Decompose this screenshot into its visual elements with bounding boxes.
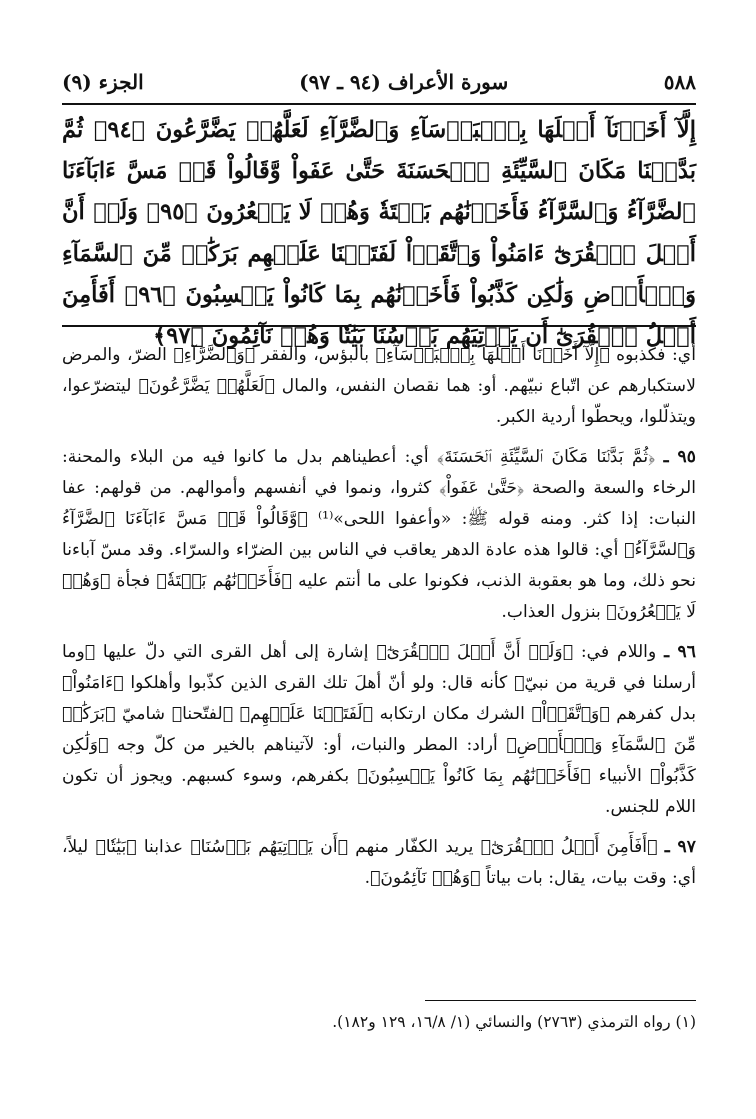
commentary-text: واللام في: ﴿وَلَوۡ أَنَّ أَهۡلَ ٱلۡقُرَىٰٓ﴾ إشارة إلى أهل القرى التي دلّ عليها ﴿وما أرسلنا في قرية من نبيّ﴾ كأنه قال: ولو أنّ أهلَ تلك القرى الذين كذّبوا وأهلكوا ﴿ءَامَنُواْ﴾ بدل كفرهم ﴿وَٱتَّقَوۡاْ﴾ الشرك مكان ارتكابه ﴿لَفَتَحۡنَا عَلَيۡهِم﴾ ﴿لفتّحنا﴾ شاميّ ﴿بَرَكَٰتٖ مِّنَ ٱلسَّمَآءِ وَٱلۡأَرۡضِ﴾ أراد: المطر والنبات، أو: لآتيناهم بالخير من كلّ وجه ﴿وَلَٰكِن كَذَّبُواْ﴾ الأنبياء ﴿فَأَخَذۡنَٰهُم بِمَا كَانُواْ يَكۡسِبُونَ﴾ بكفرهم، وسوء كسبهم. ويجوز أن تكون اللام للجنس. bbox=[62, 642, 696, 817]
footnote: (١) رواه الترمذي (٢٧٦٣) والنسائي (١/ ١٦/٨، ١٢٩ و١٨٢). bbox=[332, 1013, 696, 1031]
verse-number: ٩٥ ـ bbox=[663, 447, 696, 467]
commentary-paragraph-97 bbox=[62, 832, 696, 894]
verse-number: ٩٧ ـ bbox=[664, 837, 696, 857]
juz-label: الجزء (٩) bbox=[62, 70, 144, 94]
page-header bbox=[62, 62, 696, 102]
commentary-paragraph-95 bbox=[62, 442, 696, 628]
commentary-paragraph-96 bbox=[62, 637, 696, 823]
commentary-text: أي: فكذبوه ﴿إِلَّآ أَخَذۡنَآ أَهۡلَهَا بِٱلۡبَأۡسَآءِ﴾ بالبؤس، والفقر ﴿وَٱلضَّرَّآءِ﴾ الضرّ، والمرض لاستكبارهم عن اتّباع نبيّهم. أو: هما نقصان النفس، والمال ﴿لَعَلَّهُمۡ يَضَّرَّعُونَ﴾ ليتضرّعوا، ويتذلّلوا، ويحطّوا أردية الكبر. bbox=[62, 345, 696, 427]
quran-verses: إِلَّآ أَخَذۡنَآ أَهۡلَهَا بِٱلۡبَأۡسَآءِ وَٱلضَّرَّآءِ لَعَلَّهُمۡ يَضَّرَّعُونَ ﴿٩٤﴾ ثُمَّ بَدَّلۡنَا مَكَانَ ٱلسَّيِّئَةِ ٱلۡحَسَنَةَ حَتَّىٰ عَفَواْ وَّقَالُواْ قَدۡ مَسَّ ءَابَآءَنَا ٱلضَّرَّآءُ وَٱلسَّرَّآءُ فَأَخَذۡنَٰهُم بَغۡتَةٗ وَهُمۡ لَا يَشۡعُرُونَ ﴿٩٥﴾ وَلَوۡ أَنَّ أَهۡلَ ٱلۡقُرَىٰٓ ءَامَنُواْ وَٱتَّقَوۡاْ لَفَتَحۡنَا عَلَيۡهِم بَرَكَٰتٖ مِّنَ ٱلسَّمَآءِ وَٱلۡأَرۡضِ وَلَٰكِن كَذَّبُواْ فَأَخَذۡنَٰهُم بِمَا كَانُواْ يَكۡسِبُونَ ﴿٩٦﴾ أَفَأَمِنَ أَهۡلُ ٱلۡقُرَىٰٓ أَن يَأۡتِيَهُم بَأۡسُنَا بَيَٰتٗا وَهُمۡ نَآئِمُونَ ﴿٩٧﴾ bbox=[62, 117, 697, 350]
quran-divider bbox=[62, 325, 696, 327]
surah-title: سورة الأعراف (٩٤ ـ ٩٧) bbox=[299, 70, 509, 94]
verse-number: ٩٦ ـ bbox=[664, 642, 696, 662]
footnote-divider bbox=[425, 1000, 696, 1001]
page-number: ٥٨٨ bbox=[663, 70, 696, 94]
commentary-text: ﴿ثُمَّ بَدَّلۡنَا مَكَانَ ٱلسَّيِّئَةِ ٱلۡحَسَنَةَ﴾ أي: أعطيناهم بدل ما كانوا فيه من البلاء والمحنة: الرخاء والسعة والصحة ﴿حَتَّىٰ عَفَواْ﴾ كثروا، ونموا في أنفسهم وأموالهم. من قولهم: عفا النبات: إذا كثر. ومنه قوله ﷺ: «وأعفوا اللحى»⁽¹⁾ ﴿وَّقَالُواْ قَدۡ مَسَّ ءَابَآءَنَا ٱلضَّرَّآءُ وَٱلسَّرَّآءُ﴾ أي: قالوا هذه عادة الدهر يعاقب في الناس بين الضرّاء والسرّاء. وقد مسّ آباءنا نحو ذلك، وما هو بعقوبة الذنب، فكونوا على ما أنتم عليه ﴿فَأَخَذۡنَٰهُم بَغۡتَةٗ﴾ فجأة ﴿وَهُمۡ لَا يَشۡعُرُونَ﴾ بنزول العذاب. bbox=[62, 447, 696, 622]
commentary-paragraph-94 bbox=[62, 340, 696, 433]
commentary bbox=[62, 340, 696, 990]
commentary-text: ﴿أَفَأَمِنَ أَهۡلُ ٱلۡقُرَىٰٓ﴾ يريد الكفّار منهم ﴿أَن يَأۡتِيَهُم بَأۡسُنَا﴾ عذابنا ﴿بَيَٰتٗا﴾ ليلاً، أي: وقت بيات، يقال: بات بياتاً ﴿وَهُمۡ نَآئِمُونَ﴾. bbox=[62, 837, 696, 888]
header-divider bbox=[62, 103, 696, 105]
